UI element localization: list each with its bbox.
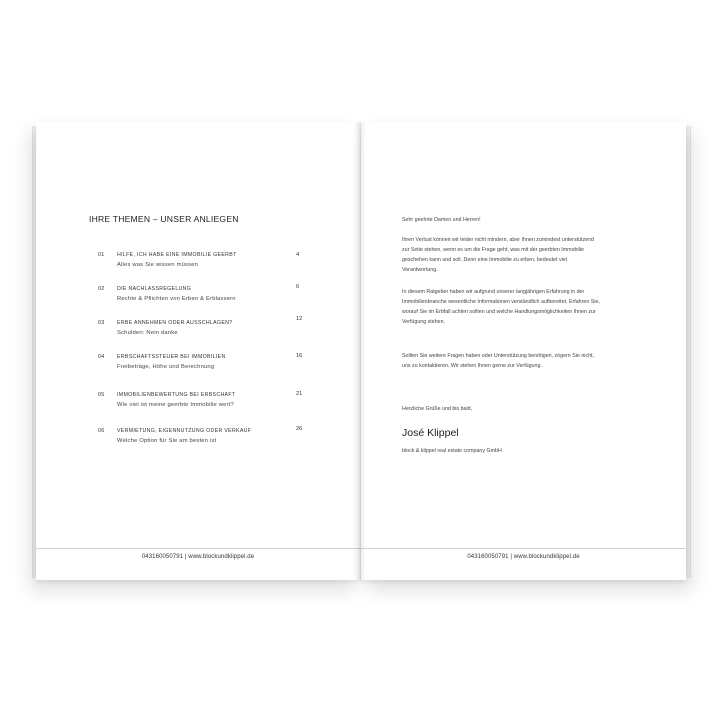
toc-entry-number: 01 [98, 252, 105, 258]
toc-entry-subtitle: Wie viel ist meine geerbte Immobilie wert? [117, 402, 234, 408]
toc-entry-page: 26 [296, 426, 303, 432]
footer-contact: 043160050791 | www.blockundklippel.de [467, 554, 580, 560]
letter-salutation: Sehr geehrte Damen und Herren! [402, 217, 481, 223]
toc-entry-subtitle: Schulden: Nein danke [117, 330, 178, 336]
company-name: block & klippel real estate company GmbH [402, 448, 502, 454]
toc-entry [98, 354, 308, 382]
toc-entry-number: 05 [98, 392, 105, 398]
toc-entry-subtitle: Rechte & Pflichten von Erben & Erblassern [117, 296, 236, 302]
toc-entry [98, 428, 308, 456]
book-gutter [354, 122, 366, 580]
toc-entry-number: 06 [98, 428, 105, 434]
footer-divider [36, 548, 360, 549]
toc-entry [98, 252, 308, 280]
toc-entry [98, 316, 308, 348]
toc-entry-subtitle: Alles was Sie wissen müssen [117, 262, 199, 268]
toc-entry-page: 4 [296, 252, 300, 258]
letter-paragraph: In diesem Ratgeber haben wir aufgrund unserer langjährigen Erfahrung in der Immobilienbranche wesentliche Informationen verständlich aufbereitet. Erfahren Sie, worauf Sie im Erbfall achten sollten und welche Handlungsmöglichkeiten Ihnen zur Verfügung stehen. [402, 289, 600, 325]
toc-entry-title: VERMIETUNG, EIGENNUTZUNG ODER VERKAUF [117, 428, 252, 434]
toc-entry [98, 286, 308, 314]
letter-paragraph: Ihren Verlust können wir leider nicht mindern, aber Ihnen zumindest unterstützend zur Seite stehen, wenn es um die Frage geht, was mit der geerbten Immobilie geschehen kann und soll. Denn eine Immobilie zu erben, bedeutet viel Verantwortung. [402, 237, 594, 273]
toc-entry-subtitle: Freibeträge, Höhe und Berechnung [117, 364, 215, 370]
footer-divider [361, 548, 686, 549]
toc-entry-title: HILFE, ICH HABE EINE IMMOBILIE GEERBT [117, 252, 237, 258]
toc-heading: IHRE THEMEN – UNSER ANLIEGEN [89, 214, 239, 224]
toc-entry-page: 12 [296, 316, 303, 322]
toc-entry-number: 03 [98, 320, 105, 326]
toc-entry-page: 21 [296, 391, 303, 397]
toc-entry-subtitle: Welche Option für Sie am besten ist [117, 438, 217, 444]
toc-entry-page: 16 [296, 353, 303, 359]
toc-entry-title: ERBSCHAFTSSTEUER BEI IMMOBILIEN [117, 354, 226, 360]
footer-contact: 043160050791 | www.blockundklippel.de [141, 554, 255, 560]
letter-paragraph: Sollten Sie weitere Fragen haben oder Unterstützung benötigen, zögern Sie nicht, uns zu kontaktieren. Wir stehen Ihnen gerne zur Verfügung. [402, 353, 594, 369]
toc-entry-title: ERBE ANNEHMEN ODER AUSSCHLAGEN? [117, 320, 233, 326]
toc-entry-number: 02 [98, 286, 105, 292]
letter-closing: Herzliche Grüße und bis bald, [402, 406, 473, 412]
toc-entry-number: 04 [98, 354, 105, 360]
toc-entry-page: 6 [296, 284, 300, 290]
left-page [36, 122, 360, 580]
right-page [361, 122, 686, 580]
toc-entry [98, 392, 308, 420]
toc-entry-title: DIE NACHLASSREGELUNG [117, 286, 192, 292]
signature-name: José Klippel [402, 427, 459, 439]
toc-entry-title: IMMOBILIENBEWERTUNG BEI ERBSCHAFT [117, 392, 236, 398]
